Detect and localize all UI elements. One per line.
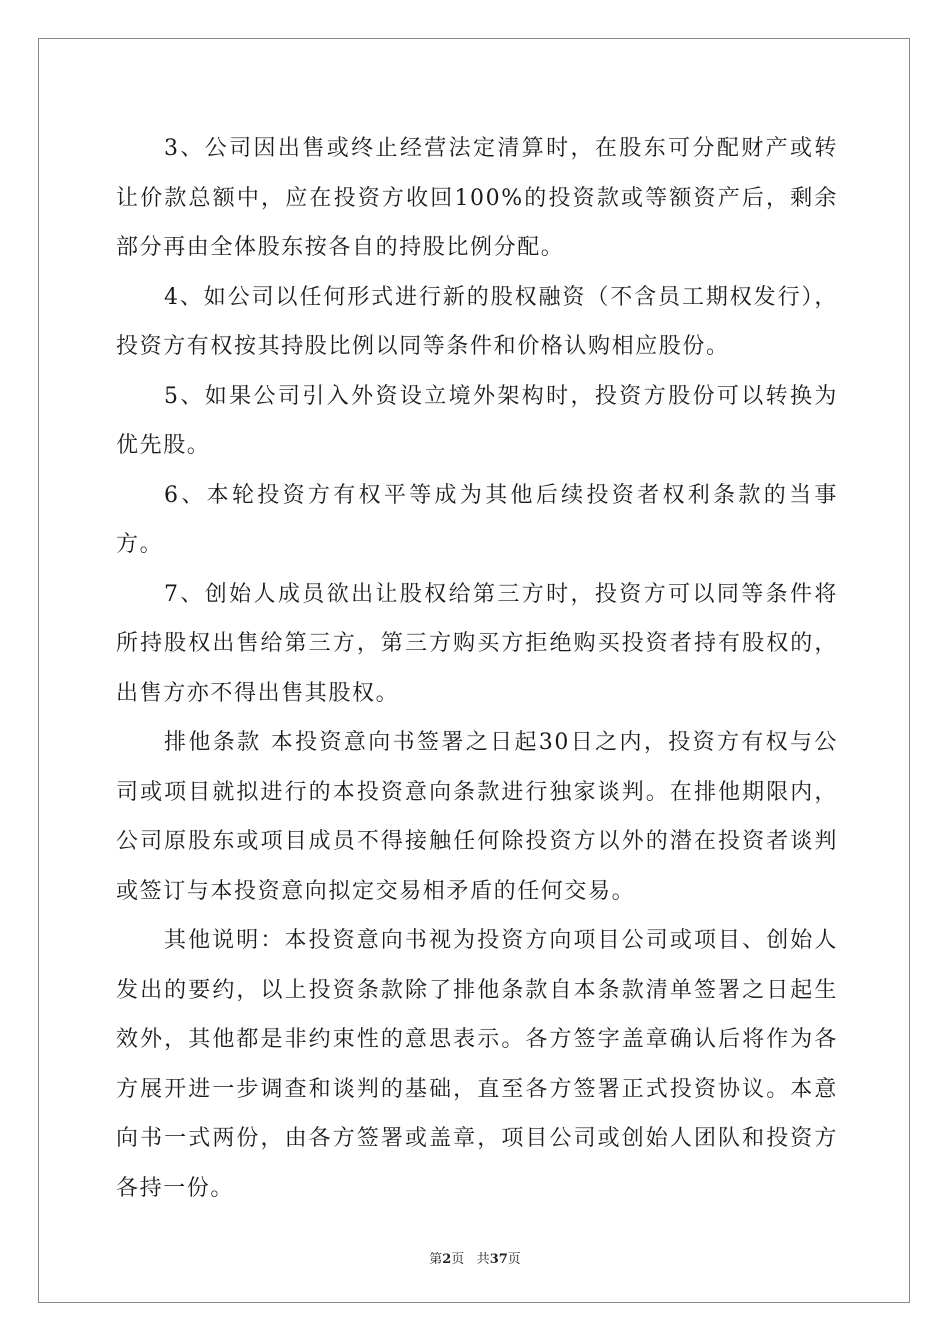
footer-page-suffix: 页 <box>451 1252 465 1267</box>
paragraph-other-notes: 其他说明：本投资意向书视为投资方向项目公司或项目、创始人发出的要约，以上投资条款除了排他条款自本条款清单签署之日起生效外，其他都是非约束性的意思表示。各方签字盖章确认后将作为各方展开进一步调查和谈判的基础，直至各方签署正式投资协议。本意向书一式两份，由各方签署或盖章，项目公司或创始人团队和投资方各持一份。 <box>116 928 838 1201</box>
paragraph-item-6: 6、本轮投资方有权平等成为其他后续投资者权利条款的当事方。 <box>116 482 838 557</box>
paragraph-exclusivity: 排他条款 本投资意向书签署之日起30日之内，投资方有权与公司或项目就拟进行的本投资意向条款进行独家谈判。在排他期限内，公司原股东或项目成员不得接触任何除投资方以外的潜在投资者谈判或签订与本投资意向拟定交易相矛盾的任何交易。 <box>116 730 838 904</box>
document-body <box>116 124 838 1213</box>
page-footer <box>0 1248 950 1267</box>
paragraph-item-5: 5、如果公司引入外资设立境外架构时，投资方股份可以转换为优先股。 <box>116 383 838 458</box>
footer-page-number: 2 <box>442 1252 452 1267</box>
footer-total-suffix: 页 <box>507 1252 521 1267</box>
footer-total-pages: 37 <box>489 1252 508 1267</box>
paragraph-item-3: 3、公司因出售或终止经营法定清算时，在股东可分配财产或转让价款总额中，应在投资方收回100%的投资款或等额资产后，剩余部分再由全体股东按各自的持股比例分配。 <box>116 136 838 260</box>
footer-total-prefix: 共 <box>476 1252 490 1267</box>
paragraph-item-4: 4、如公司以任何形式进行新的股权融资（不含员工期权发行），投资方有权按其持股比例以同等条件和价格认购相应股份。 <box>116 284 838 359</box>
paragraph-item-7: 7、创始人成员欲出让股权给第三方时，投资方可以同等条件将所持股权出售给第三方，第三方购买方拒绝购买投资者持有股权的，出售方亦不得出售其股权。 <box>116 581 838 706</box>
footer-prefix: 第 <box>429 1252 443 1267</box>
